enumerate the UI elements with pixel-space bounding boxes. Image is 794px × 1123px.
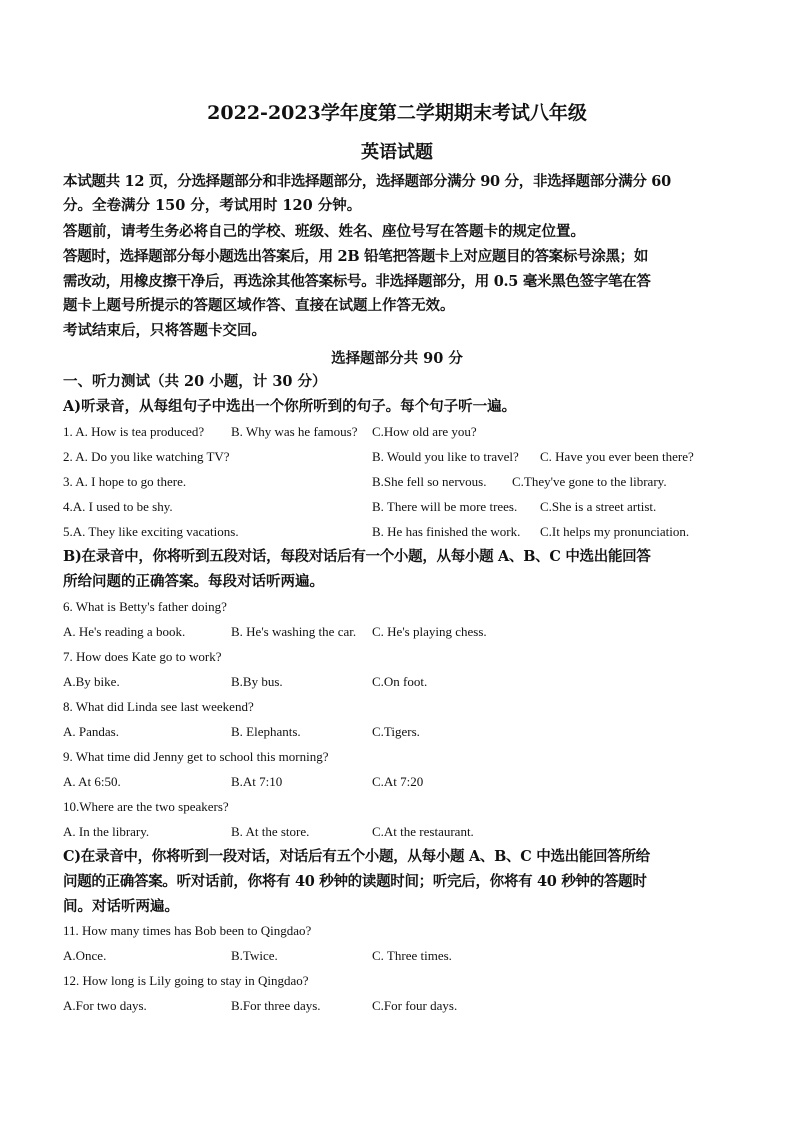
- instruction-line: 需改动，用橡皮擦干净后，再选涂其他答案标号。非选择题部分，用 0.5 毫米黑色签字笔在答: [63, 273, 651, 290]
- question-3-option-c: C.They've gone to the library.: [512, 474, 667, 489]
- instruction-line: 答题时，选择题部分每小题选出答案后，用 2B 铅笔把答题卡上对应题目的答案标号涂黑；如: [63, 248, 649, 265]
- instruction-line: 题卡上题号所提示的答题区域作答、直接在试题上作答无效。: [63, 297, 455, 314]
- question-11-stem: 11. How many times has Bob been to Qingdao?: [63, 923, 312, 938]
- part-c-heading: 间。对话听两遍。: [63, 898, 179, 915]
- question-9-option-c: C.At 7:20: [372, 774, 424, 789]
- question-9-stem: 9. What time did Jenny get to school this morning?: [63, 749, 329, 764]
- section-heading: 一、听力测试（共 20 小题，计 30 分）: [63, 373, 327, 390]
- question-1-option-a: 1. A. How is tea produced?: [63, 424, 205, 439]
- question-12-stem: 12. How long is Lily going to stay in Qingdao?: [63, 973, 309, 988]
- exam-subtitle: 英语试题: [361, 142, 433, 163]
- part-a-heading: A)听录音，从每组句子中选出一个你所听到的句子。每个句子听一遍。: [63, 398, 517, 415]
- question-12-option-c: C.For four days.: [372, 998, 458, 1013]
- exam-title: 2022-2023学年度第二学期期末考试八年级: [207, 102, 587, 124]
- part-c-heading: 问题的正确答案。听对话前，你将有 40 秒钟的读题时间；听完后，你将有 40 秒钟的答题时: [63, 873, 647, 890]
- question-6-option-b: B. He's washing the car.: [231, 624, 357, 639]
- question-8-stem: 8. What did Linda see last weekend?: [63, 699, 254, 714]
- question-10-stem: 10.Where are the two speakers?: [63, 799, 229, 814]
- question-7-stem: 7. How does Kate go to work?: [63, 649, 222, 664]
- question-2-option-c: C. Have you ever been there?: [540, 449, 694, 464]
- question-2-option-b: B. Would you like to travel?: [372, 449, 519, 464]
- question-11-option-c: C. Three times.: [372, 948, 452, 963]
- question-3-option-a: 3. A. I hope to go there.: [63, 474, 187, 489]
- question-6-option-c: C. He's playing chess.: [372, 624, 487, 639]
- question-2-option-a: 2. A. Do you like watching TV?: [63, 449, 230, 464]
- question-4-option-b: B. There will be more trees.: [372, 499, 518, 514]
- question-7-option-c: C.On foot.: [372, 674, 428, 689]
- question-9-option-a: A. At 6:50.: [63, 774, 121, 789]
- question-8-option-a: A. Pandas.: [63, 724, 119, 739]
- question-11-option-a: A.Once.: [63, 948, 107, 963]
- part-heading: 选择题部分共 90 分: [331, 350, 463, 367]
- part-b-heading: 所给问题的正确答案。每段对话听两遍。: [63, 573, 324, 590]
- question-10-option-c: C.At the restaurant.: [372, 824, 474, 839]
- question-8-option-b: B. Elephants.: [231, 724, 301, 739]
- question-8-option-c: C.Tigers.: [372, 724, 420, 739]
- instruction-line: 考试结束后，只将答题卡交回。: [63, 322, 266, 339]
- question-5-option-a: 5.A. They like exciting vacations.: [63, 524, 239, 539]
- instruction-line: 分。全卷满分 150 分，考试用时 120 分钟。: [63, 197, 362, 214]
- question-1-option-c: C.How old are you?: [372, 424, 477, 439]
- question-4-option-c: C.She is a street artist.: [540, 499, 657, 514]
- question-5-option-c: C.It helps my pronunciation.: [540, 524, 690, 539]
- question-10-option-a: A. In the library.: [63, 824, 150, 839]
- instruction-line: 答题前，请考生务必将自己的学校、班级、姓名、座位号写在答题卡的规定位置。: [63, 223, 585, 240]
- part-b-heading: B)在录音中，你将听到五段对话，每段对话后有一个小题，从每小题 A、B、C 中选出能回答: [63, 548, 651, 565]
- question-4-option-a: 4.A. I used to be shy.: [63, 499, 173, 514]
- question-6-option-a: A. He's reading a book.: [63, 624, 186, 639]
- part-c-heading: C)在录音中，你将听到一段对话，对话后有五个小题，从每小题 A、B、C 中选出能回答所给: [63, 848, 650, 865]
- question-7-option-b: B.By bus.: [231, 674, 283, 689]
- question-3-option-b: B.She fell so nervous.: [372, 474, 487, 489]
- question-12-option-b: B.For three days.: [231, 998, 321, 1013]
- question-10-option-b: B. At the store.: [231, 824, 310, 839]
- question-11-option-b: B.Twice.: [231, 948, 278, 963]
- question-7-option-a: A.By bike.: [63, 674, 120, 689]
- question-9-option-b: B.At 7:10: [231, 774, 283, 789]
- question-6-stem: 6. What is Betty's father doing?: [63, 599, 227, 614]
- instruction-line: 本试题共 12 页，分选择题部分和非选择题部分，选择题部分满分 90 分，非选择题部分满分 60: [63, 173, 671, 190]
- question-5-option-b: B. He has finished the work.: [372, 524, 521, 539]
- question-12-option-a: A.For two days.: [63, 998, 147, 1013]
- question-1-option-b: B. Why was he famous?: [231, 424, 358, 439]
